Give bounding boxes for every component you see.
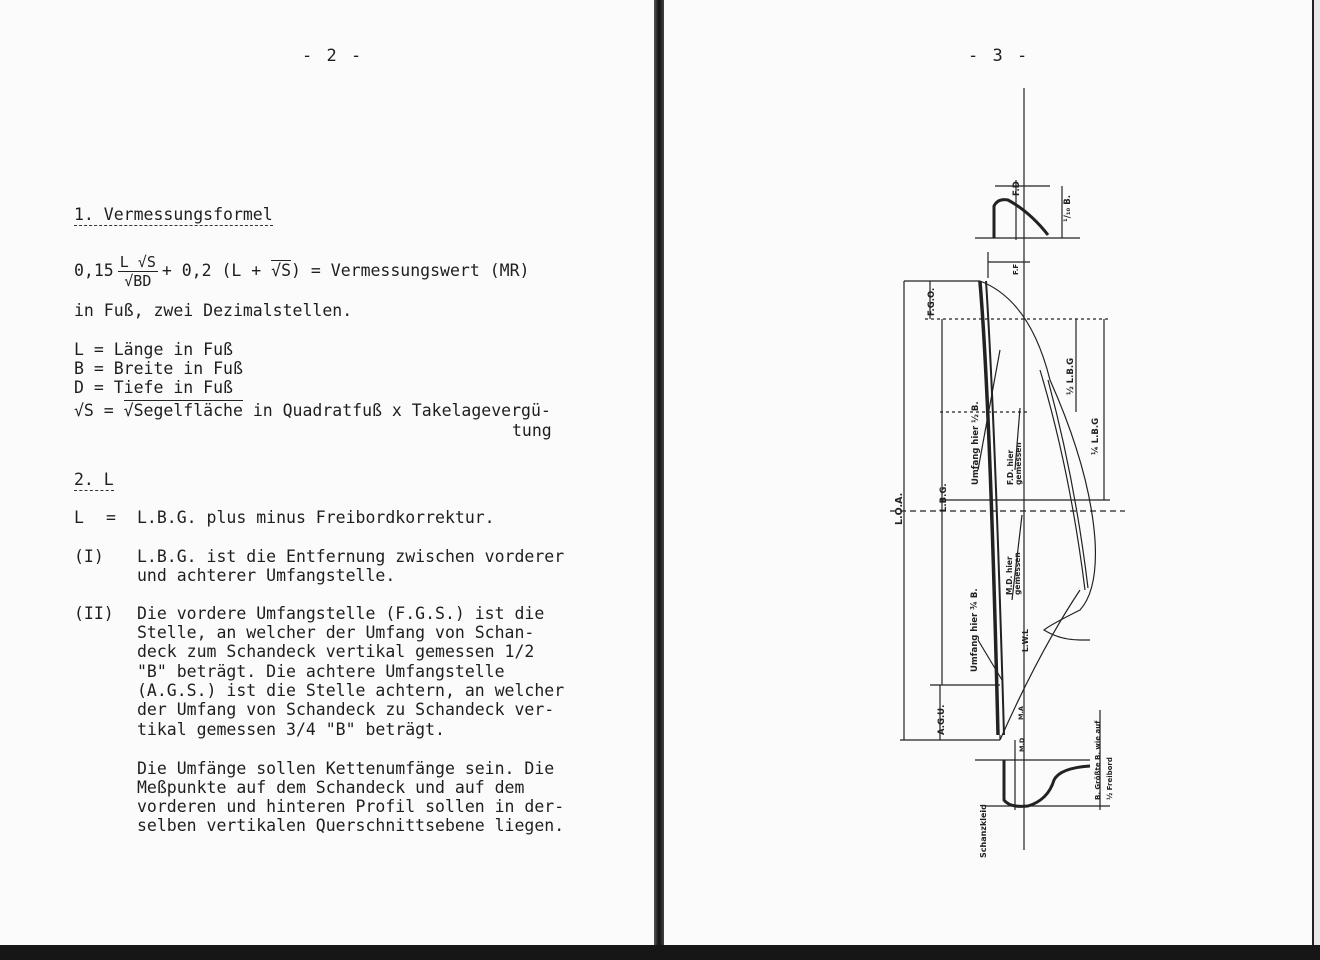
formula	[74, 250, 529, 292]
hull-measurement-diagram	[664, 0, 1312, 945]
formula-note: in Fuß, zwei Dezimalstellen.	[74, 301, 353, 320]
item1-line1: L.B.G. ist die Entfernung zwischen vorderer	[137, 547, 565, 566]
bottom-section-profile	[1004, 760, 1090, 806]
item2-line6: der Umfang von Schandeck zu Schandeck ver-	[137, 700, 555, 719]
book-spine	[654, 0, 664, 960]
label-half-lbg: ½ L.B.G	[1066, 357, 1076, 395]
label-freibord: ½ Freibord	[1106, 757, 1114, 800]
l-equals: =	[106, 508, 116, 527]
umfang-34-leader	[978, 640, 1002, 680]
page-number-right: - 3 -	[968, 46, 1030, 66]
label-lbg: L.B.G.	[939, 483, 949, 512]
label-ma: M.A	[1017, 706, 1025, 720]
page-number-left: - 2 -	[302, 46, 364, 66]
top-section-profile	[994, 200, 1048, 238]
para-line2: Meßpunkte auf dem Schandeck und auf dem	[137, 778, 525, 797]
label-fd: F.D	[1012, 181, 1022, 196]
label-agu: A.G.U.	[937, 704, 947, 735]
item2-line3: deck zum Schandeck vertikal gemessen 1/2	[137, 642, 535, 661]
section1-title: 1. Vermessungsformel	[74, 205, 273, 224]
formula-fraction	[118, 252, 158, 290]
para-line4: selben vertikalen Querschnittsebene liegen.	[137, 816, 565, 835]
label-umfang-half: Umfang hier ½ B.	[971, 401, 981, 485]
formula-coef: 0,15	[74, 261, 114, 280]
label-ff: F.F	[1012, 263, 1020, 275]
formula-denominator: √BD	[124, 271, 152, 290]
item2-label: (II)	[74, 604, 114, 623]
label-umfang-34: Umfang hier ¾ B.	[970, 588, 980, 672]
right-page	[664, 0, 1312, 945]
formula-rest-b: ) = Vermessungswert (MR)	[291, 261, 530, 280]
item2-line1: Die vordere Umfangstelle (F.G.S.) ist die	[137, 604, 545, 623]
hull-profile-line-a	[1040, 370, 1085, 590]
item1-line2: und achterer Umfangstelle.	[137, 566, 396, 585]
definition-s-rad: √Segelfläche	[123, 401, 243, 420]
label-quarter-lbg: ¼ L.B.G	[1091, 417, 1101, 455]
label-groesste-b: B. Größte B. wie auf	[1094, 720, 1102, 800]
definition-s-rest: in Quadratfuß x Takelagevergü-	[242, 401, 551, 420]
para-line1: Die Umfänge sollen Kettenumfänge sein. Die	[137, 759, 555, 778]
item2-line2: Stelle, an welcher der Umfang von Schan-	[137, 623, 535, 642]
formula-rest-rad: √S	[271, 261, 292, 280]
para-line3: vorderen und hinteren Profil sollen in der-	[137, 797, 565, 816]
right-page-edge	[1312, 0, 1320, 960]
label-lwl: L.W.L	[1021, 629, 1030, 652]
hull-keel-line	[1000, 590, 1080, 740]
definition-b: B = Breite in Fuß	[74, 359, 243, 378]
label-tenth-b: ¹/₁₀ B.	[1063, 195, 1073, 222]
item2-line4: "B" beträgt. Die achtere Umfangstelle	[137, 662, 505, 681]
label-gemessen-1: gemessen	[1014, 442, 1023, 485]
hull-profile-outer	[980, 281, 1095, 640]
section2-title: 2. L	[74, 470, 114, 489]
label-md: M.D	[1018, 737, 1026, 752]
item1-label: (I)	[74, 547, 104, 566]
definition-d: D = Tiefe in Fuß	[74, 378, 233, 397]
label-fgo: F.G.O.	[927, 287, 937, 316]
formula-rest-a: + 0,2 (L +	[161, 261, 272, 280]
item2-line7: tikal gemessen 3/4 "B" beträgt.	[137, 720, 445, 739]
definition-l: L = Länge in Fuß	[74, 340, 233, 359]
label-md-hier: M.D. hier	[1005, 556, 1014, 595]
left-page	[0, 0, 654, 945]
definition-s-prefix: √S =	[74, 401, 124, 420]
label-gemessen-2: gemessen	[1013, 552, 1022, 595]
label-schanzkleid: Schanzkleid	[979, 804, 988, 858]
item2-line5: (A.G.S.) ist die Stelle achtern, an welcher	[137, 681, 565, 700]
label-fd-hier: F.D. hier	[1006, 449, 1015, 485]
definition-s	[74, 401, 551, 421]
formula-numerator: L √S	[119, 252, 156, 271]
bottom-edge	[0, 945, 1320, 960]
label-loa: L.O.A.	[894, 492, 905, 525]
l-label: L	[74, 508, 84, 527]
l-definition: L.B.G. plus minus Freibordkorrektur.	[137, 508, 495, 527]
definition-s-cont: tung	[512, 421, 552, 440]
